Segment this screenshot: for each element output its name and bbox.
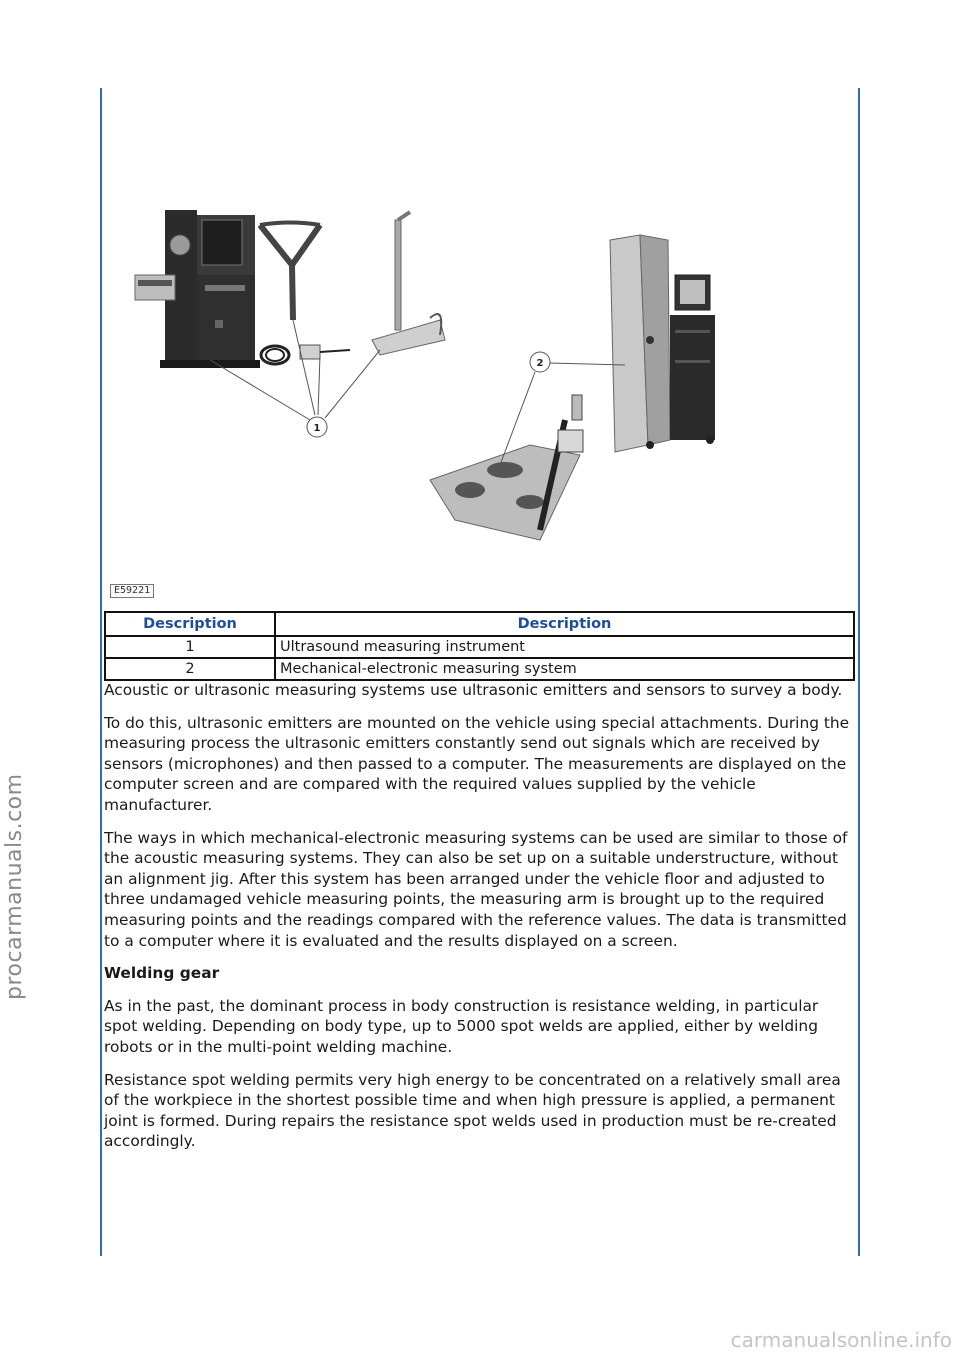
table-row [105, 658, 854, 680]
table-cell-description: Mechanical-electronic measuring system [275, 658, 854, 680]
callout-2 [530, 352, 550, 372]
callout-1-label: 1 [313, 423, 321, 434]
left-margin-line [100, 88, 102, 1256]
callout-1 [307, 417, 327, 437]
paragraph-resistance-welding: As in the past, the dominant process in body construction is resistance welding, in particular spot welding. Depending on body type, up to 5000 spot welds are applied, either by welding robots or in the multi-point welding machine. [104, 996, 819, 1056]
table-header-description: Description [275, 612, 854, 636]
callout-2-label: 2 [536, 358, 544, 369]
table-cell-number: 2 [105, 658, 275, 680]
computer-cabinet [610, 235, 715, 452]
table-cell-number: 1 [105, 636, 275, 658]
sensor-cables [261, 345, 350, 364]
paragraph-acoustic-systems: Acoustic or ultrasonic measuring systems use ultrasonic emitters and sensors to survey a body. [104, 681, 843, 699]
paragraph-ultrasonic-emitters: To do this, ultrasonic emitters are mounted on the vehicle using special attachments. During the measuring process the ultrasonic emitters constantly send out signals which are received by sensors (microphones) and then passed to a computer. The measurements are displayed on the computer screen and are compared with the required values supplied by the vehicle manufacturer. [104, 713, 850, 814]
table-header-number: Description [105, 612, 275, 636]
table-header-row [105, 612, 854, 636]
table-cell-description: Ultrasound measuring instrument [275, 636, 854, 658]
ultrasound-cabinet [135, 210, 260, 368]
measuring-stand [372, 212, 445, 355]
figure-id-label: E59221 [110, 584, 154, 598]
body-text [104, 680, 850, 1164]
description-table [104, 611, 855, 681]
bottom-watermark: carmanualsonline.info [730, 1328, 952, 1352]
paragraph-spot-welding: Resistance spot welding permits very high energy to be concentrated on a relatively small area of the workpiece in the shortest possible time and when high pressure is applied, a permanent joint is formed. During repairs the resistance spot welds used in production must be re-created accordingly. [104, 1070, 841, 1151]
measuring-equipment-illustration [110, 190, 850, 600]
paragraph-mechanical-electronic: The ways in which mechanical-electronic measuring systems can be used are similar to those of the acoustic measuring systems. They can also be set up on a suitable understructure, without an alignment jig. After this system has been arranged under the vehicle floor and adjusted to three undamaged vehicle measuring points, the measuring arm is brought up to the required measuring points and the readings compared with the reference values. The data is transmitted to a computer where it is evaluated and the results displayed on a screen. [104, 828, 848, 950]
table-row [105, 636, 854, 658]
right-margin-line [858, 88, 860, 1256]
measuring-bridge [430, 395, 583, 540]
section-heading-welding-gear: Welding gear [104, 964, 220, 983]
y-frame-attachment [260, 223, 320, 321]
side-watermark: procarmanuals.com [2, 773, 27, 1000]
